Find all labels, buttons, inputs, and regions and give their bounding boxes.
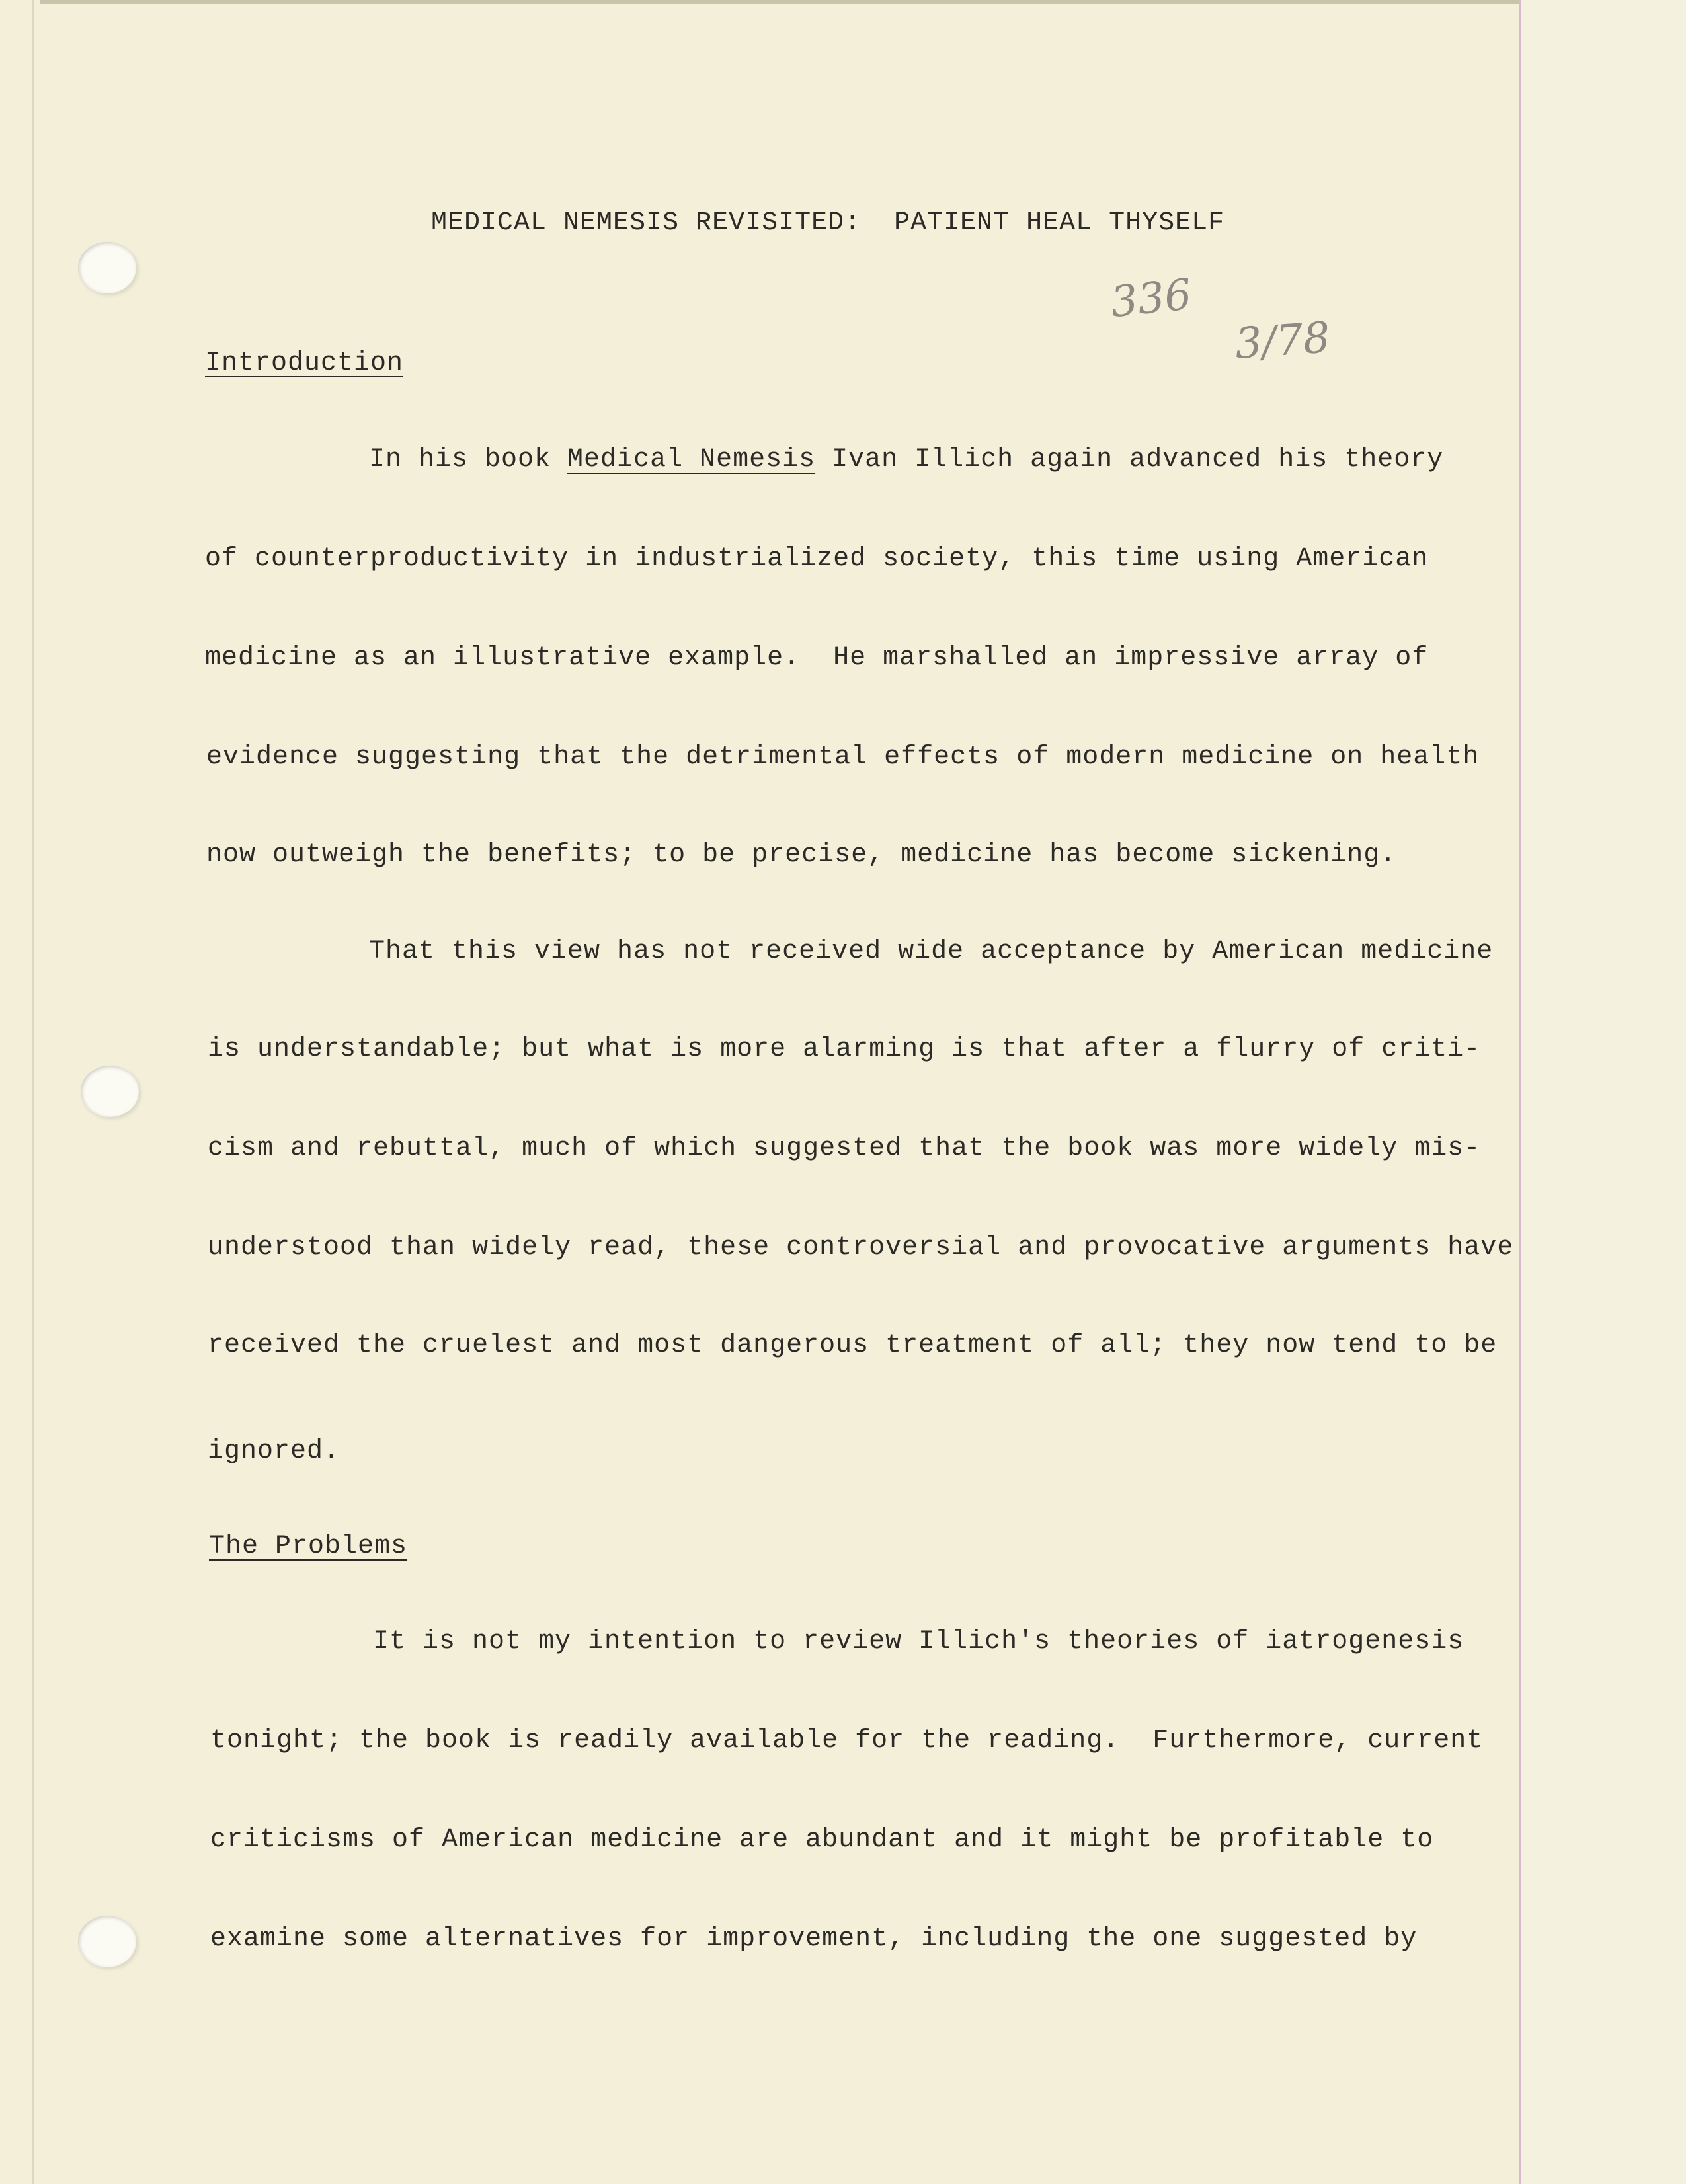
margin-rule-line <box>1519 0 1521 2184</box>
paragraph-line: It is not my intention to review Illich's theories of iatrogenesis <box>373 1627 1465 1657</box>
line-text: Ivan Illich again advanced his theory <box>815 445 1444 475</box>
paragraph-line: That this view has not received wide acceptance by American medicine <box>369 937 1494 966</box>
binder-hole-middle <box>81 1066 139 1117</box>
paragraph-line: is understandable; but what is more alarming is that after a flurry of criti- <box>208 1034 1481 1064</box>
paragraph-line: tonight; the book is readily available for the reading. Furthermore, current <box>210 1726 1484 1756</box>
paragraph-line: examine some alternatives for improvement, including the one suggested by <box>210 1924 1418 1954</box>
paragraph-line: evidence suggesting that the detrimental effects of modern medicine on health <box>206 742 1480 772</box>
paragraph-line: now outweigh the benefits; to be precise, medicine has become sickening. <box>206 840 1397 870</box>
right-margin-strip <box>1521 0 1686 2184</box>
paper-left-edge <box>32 0 34 2184</box>
section-heading-introduction: Introduction <box>205 348 404 378</box>
paragraph-line: understood than widely read, these controversial and provocative arguments have <box>208 1233 1514 1263</box>
paragraph-line: of counterproductivity in industrialized society, this time using American <box>205 544 1429 574</box>
paragraph-line: medicine as an illustrative example. He marshalled an impressive array of <box>205 643 1429 673</box>
document-title: MEDICAL NEMESIS REVISITED: PATIENT HEAL THYSELF <box>431 208 1225 238</box>
binder-hole-bottom <box>78 1916 136 1967</box>
paragraph-line: cism and rebuttal, much of which suggested that the book was more widely mis- <box>208 1134 1481 1163</box>
paper-top-edge <box>40 0 1527 4</box>
paragraph-line <box>369 447 1443 473</box>
line-text: In his book <box>369 445 568 475</box>
handwritten-page-number: 336 <box>1108 270 1194 328</box>
paragraph-line: received the cruelest and most dangerous treatment of all; they now tend to be <box>208 1331 1498 1360</box>
paragraph-line: criticisms of American medicine are abundant and it might be profitable to <box>210 1825 1434 1855</box>
paragraph-line: ignored. <box>208 1436 341 1466</box>
handwritten-date: 3/78 <box>1233 313 1332 369</box>
book-title-underlined: Medical Nemesis <box>567 445 816 475</box>
section-heading-problems: The Problems <box>209 1532 408 1561</box>
binder-hole-top <box>78 242 136 293</box>
